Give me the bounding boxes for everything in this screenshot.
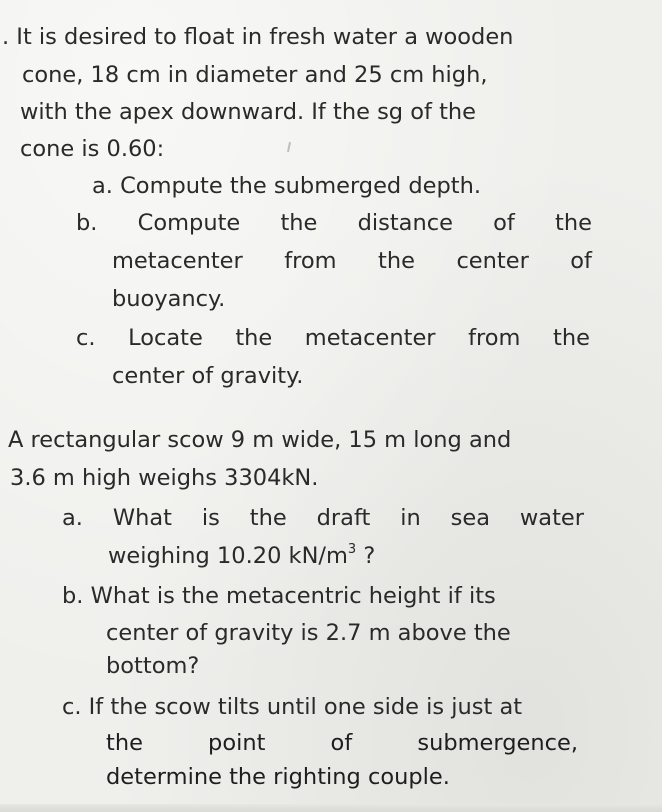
problem1-intro-line-1: . It is desired to float in fresh water a wooden — [2, 24, 514, 50]
problem1-item-b-line-1 — [76, 212, 592, 235]
problem1-item-b-line-2 — [112, 250, 592, 273]
word: center — [456, 248, 529, 274]
word: of — [330, 730, 353, 756]
problem1-intro-line-3: with the apex downward. If the sg of the — [20, 99, 476, 125]
problem2-item-b-line-2: center of gravity is 2.7 m above the — [106, 620, 511, 646]
word: b. — [76, 210, 98, 236]
word: of — [570, 248, 592, 274]
word: from — [284, 248, 337, 274]
word: the — [553, 325, 590, 351]
word: sea — [450, 505, 490, 531]
word: c. — [76, 325, 96, 351]
problem2-item-a-line-1 — [62, 507, 584, 530]
problem1-item-b-line-3: buoyancy. — [112, 286, 226, 312]
problem2-intro-line-1: A rectangular scow 9 m wide, 15 m long and — [8, 427, 512, 453]
word: Locate — [128, 325, 203, 351]
word: draft — [316, 505, 371, 531]
superscript: 3 — [347, 541, 357, 557]
word: in — [400, 505, 421, 531]
word: from — [468, 325, 521, 351]
page-bottom-edge — [0, 804, 662, 812]
word: What — [112, 505, 172, 531]
pen-mark — [287, 142, 291, 152]
problem1-intro-line-4: cone is 0.60: — [20, 136, 165, 162]
word: water — [519, 505, 584, 531]
problem2-item-b-line-1: b. What is the metacentric height if its — [62, 583, 496, 609]
problem2-item-c-line-2 — [106, 732, 578, 755]
word: metacenter — [304, 325, 436, 351]
unit-text: weighing 10.20 kN/m — [108, 543, 348, 569]
problem2-item-c-line-1: c. If the scow tilts until one side is just at — [62, 694, 523, 720]
word: is — [201, 505, 220, 531]
problem2-intro-line-2: 3.6 m high weighs 3304kN. — [10, 465, 319, 491]
question-mark: ? — [356, 543, 376, 569]
word: of — [493, 210, 515, 236]
problem1-item-c-line-1 — [76, 327, 590, 350]
word: the — [249, 505, 287, 531]
problem2-item-a-line-2 — [108, 541, 376, 569]
problem1-item-a: a. Compute the submerged depth. — [92, 173, 482, 199]
problem1-item-c-line-2: center of gravity. — [112, 363, 304, 389]
problem2-item-b-line-3: bottom? — [106, 653, 200, 679]
problem2-item-c-line-3: determine the righting couple. — [106, 764, 450, 790]
word: metacenter — [112, 248, 243, 274]
word: the — [280, 210, 318, 236]
word: point — [208, 730, 266, 756]
word: the — [378, 248, 415, 274]
word: a. — [62, 505, 83, 531]
word: the — [106, 730, 143, 756]
word: submergence, — [417, 730, 578, 756]
word: distance — [357, 210, 453, 236]
word: Compute — [137, 210, 241, 236]
problem1-intro-line-2: cone, 18 cm in diameter and 25 cm high, — [22, 62, 488, 88]
word: the — [555, 210, 592, 236]
word: the — [235, 325, 273, 351]
